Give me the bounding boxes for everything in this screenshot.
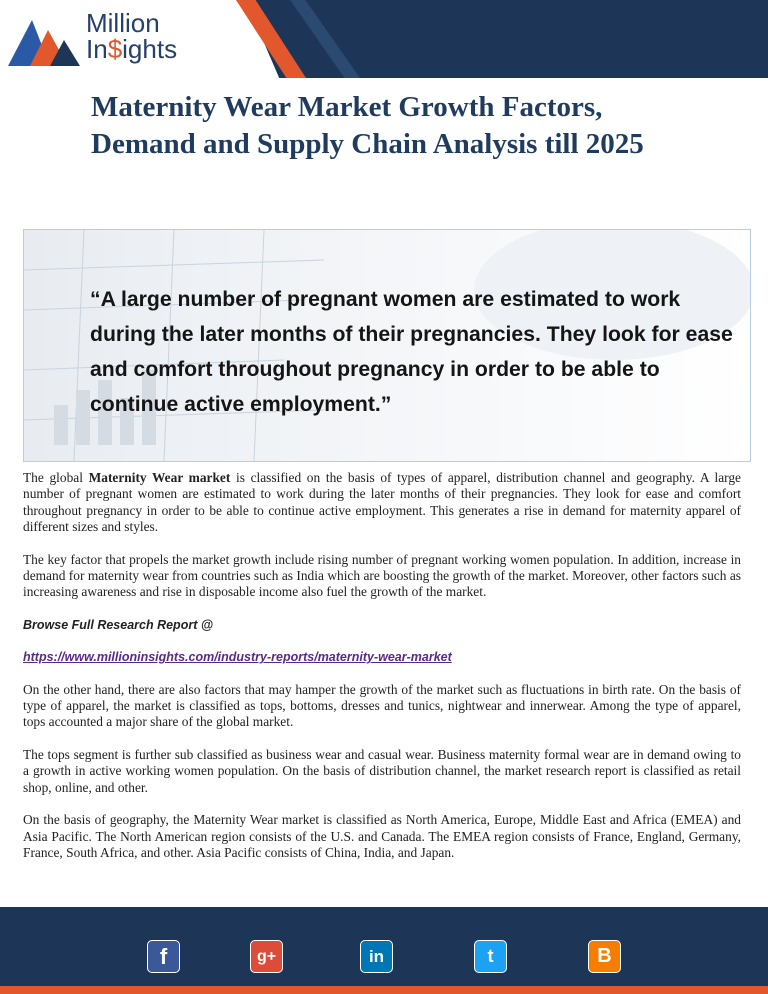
- article-body: [23, 470, 741, 877]
- paragraph-3: On the other hand, there are also factors that may hamper the growth of the market such as fluctuations in birth rate. On the basis of type of apparel, the market is classified as tops, bottoms, dresses and tunics, nightwear and innerwear. Among the type of apparel, tops accounted a major share of the global market.: [23, 681, 741, 730]
- brand-line1: Million: [86, 8, 160, 38]
- paragraph-4: The tops segment is further sub classified as business wear and casual wear. Business maternity formal wear are in demand owing to a growth in active working women population. On the basis of distribution channel, the market research report is classified as retail shop, online, and other.: [23, 746, 741, 795]
- footer-orange-bar: [0, 986, 768, 994]
- paragraph-1: The global Maternity Wear market is classified on the basis of types of apparel, distribution channel and geography. A large number of pregnant women are estimated to work during the later months of their pregnancies. They look for ease and comfort throughout pregnancy in order to be able to continue active employment. This generates a rise in demand for maternity apparel of different sizes and styles.: [23, 470, 741, 535]
- pull-quote: “A large number of pregnant women are estimated to work during the later months of their pregnancies. They look for ease and comfort throughout pregnancy in order to be able to continue active employment.”: [90, 288, 733, 416]
- brand-wordmark: [86, 10, 177, 62]
- paragraph-2: The key factor that propels the market growth include rising number of pregnant working women population. In addition, increase in demand for maternity wear from countries such as India which are boosting the growth of the market. Moreover, other factors such as increasing awareness and rise in disposable income also fuel the growth of the market.: [23, 551, 741, 600]
- google-plus-icon[interactable]: g+: [250, 940, 283, 973]
- report-link[interactable]: https://www.millioninsights.com/industry-reports/maternity-wear-market: [23, 650, 452, 665]
- paragraph-5: On the basis of geography, the Maternity Wear market is classified as North America, Europe, Middle East and Africa (EMEA) and Asia Pacific. The North American region consists of the U.S. and Canada. The EMEA region consists of France, England, Germany, France, South Africa, and other. Asia Pacific consists of China, India, and Japan.: [23, 812, 741, 860]
- page-footer: [0, 907, 768, 994]
- page-title: Maternity Wear Market Growth Factors, Demand and Supply Chain Analysis till 2025: [91, 91, 644, 160]
- facebook-icon[interactable]: f: [147, 940, 180, 973]
- twitter-icon[interactable]: t: [474, 940, 507, 973]
- brand-line2: In$ights: [86, 34, 178, 64]
- million-insights-logo-icon: [6, 12, 86, 68]
- page-header: [0, 0, 768, 78]
- quote-banner: [23, 229, 751, 462]
- browse-label: Browse Full Research Report @: [23, 617, 214, 632]
- blogger-icon[interactable]: B: [588, 940, 621, 973]
- market-name: Maternity Wear market: [88, 470, 231, 485]
- linkedin-icon[interactable]: in: [360, 940, 393, 973]
